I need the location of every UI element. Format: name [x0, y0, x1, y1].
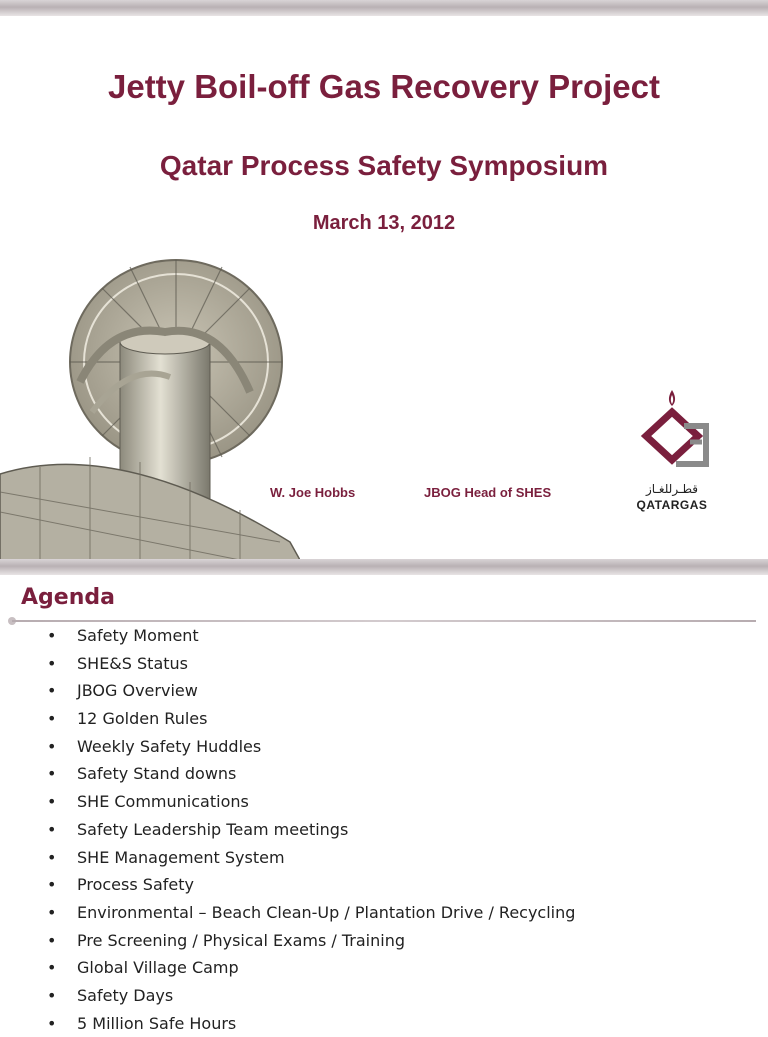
agenda-item: • Safety Moment	[0, 622, 575, 650]
agenda-item: • Environmental – Beach Clean-Up / Plantation Drive / Recycling	[0, 899, 575, 927]
middle-divider-bar	[0, 559, 768, 575]
agenda-item: • SHE Communications	[0, 788, 575, 816]
agenda-item: • 5 Million Safe Hours	[0, 1010, 575, 1037]
slide-subtitle: Qatar Process Safety Symposium	[159, 150, 609, 181]
flare-stack-photo	[0, 242, 300, 560]
agenda-item: • SHE Management System	[0, 844, 575, 872]
qatargas-logo	[624, 386, 720, 516]
presenter-name: W. Joe Hobbs	[270, 485, 356, 500]
agenda-list	[0, 622, 575, 1037]
top-divider-bar	[0, 0, 768, 16]
logo-arabic-text: قطـرللغـاز	[645, 482, 699, 496]
agenda-title: Agenda	[21, 585, 115, 610]
agenda-item: • 12 Golden Rules	[0, 705, 575, 733]
agenda-item: • Safety Days	[0, 982, 575, 1010]
qatargas-emblem-icon	[624, 386, 720, 482]
slide-date: March 13, 2012	[312, 212, 456, 234]
agenda-item: • SHE&S Status	[0, 650, 575, 678]
logo-name: QATARGAS	[636, 498, 708, 512]
agenda-item: • Global Village Camp	[0, 954, 575, 982]
agenda-item: • Pre Screening / Physical Exams / Training	[0, 927, 575, 955]
agenda-item: • Safety Stand downs	[0, 760, 575, 788]
slide-title: Jetty Boil-off Gas Recovery Project	[107, 68, 660, 105]
presenter-role: JBOG Head of SHES	[424, 485, 552, 500]
agenda-item: • Weekly Safety Huddles	[0, 733, 575, 761]
agenda-item: • Safety Leadership Team meetings	[0, 816, 575, 844]
agenda-item: • Process Safety	[0, 871, 575, 899]
agenda-item: • JBOG Overview	[0, 677, 575, 705]
